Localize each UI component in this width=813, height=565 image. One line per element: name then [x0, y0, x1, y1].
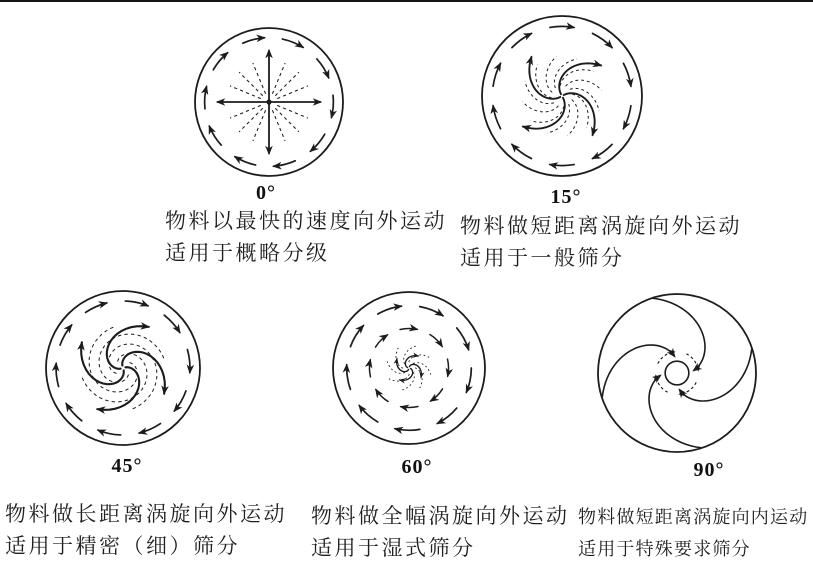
flow-circle-60deg: [327, 286, 491, 450]
desc-motion-line: 物料做短距离涡旋向外运动: [460, 215, 742, 238]
angle-label-15deg: 15°: [550, 186, 582, 208]
description-90deg: [578, 501, 808, 565]
desc-motion-line: 物料以最快的速度向外运动: [165, 210, 447, 233]
desc-application-line: 适用于一般筛分: [460, 247, 625, 270]
angle-label-90deg: 90°: [693, 459, 725, 481]
flow-circle-90deg: [592, 288, 762, 458]
angle-label-45deg: 45°: [111, 455, 143, 477]
desc-motion-line: 物料做全幅涡旋向外运动: [311, 505, 570, 528]
flow-circle-45deg: [40, 285, 206, 451]
desc-motion-line: 物料做短距离涡旋向内运动: [578, 507, 809, 527]
description-60deg: [311, 501, 570, 565]
description-45deg: [5, 499, 287, 563]
flow-pattern-svg: [40, 285, 206, 451]
flow-circle-15deg: [476, 10, 648, 182]
angle-label-60deg: 60°: [401, 456, 433, 478]
desc-application-line: 适用于特殊要求筛分: [578, 539, 751, 559]
flow-circle-0deg: [189, 22, 349, 182]
desc-application-line: 适用于精密（细）筛分: [5, 535, 240, 558]
flow-pattern-svg: [476, 10, 648, 182]
angle-label-0deg: 0°: [256, 182, 276, 204]
description-0deg: [165, 206, 447, 270]
flow-pattern-svg: [189, 22, 349, 182]
desc-motion-line: 物料做长距离涡旋向外运动: [5, 503, 287, 526]
desc-application-line: 适用于湿式筛分: [311, 537, 476, 560]
top-border-line: [0, 0, 813, 2]
flow-pattern-svg: [327, 286, 491, 450]
desc-application-line: 适用于概略分级: [165, 242, 330, 265]
flow-pattern-svg: [592, 288, 762, 458]
description-15deg: [460, 211, 742, 275]
